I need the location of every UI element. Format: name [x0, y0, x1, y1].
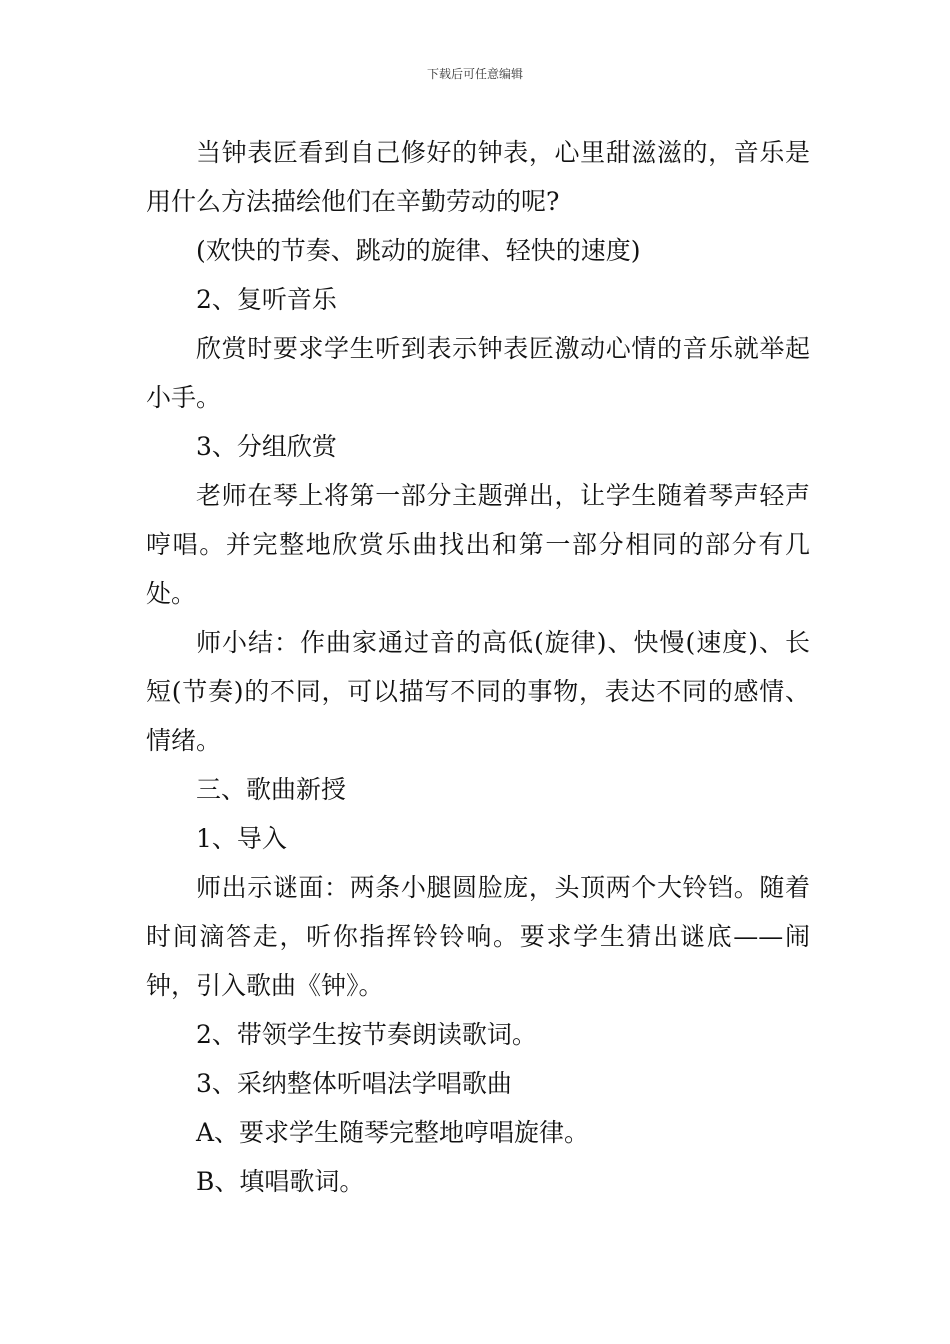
section-heading: 3、分组欣赏 [196, 432, 337, 461]
document-body [146, 128, 810, 1206]
paragraph: 老师在琴上将第一部分主题弹出，让学生随着琴声轻声哼唱。并完整地欣赏乐曲找出和第一部分相同的部分有几处。 [146, 481, 810, 608]
section-heading: 1、导入 [196, 824, 287, 853]
paragraph: 师出示谜面：两条小腿圆脸庞，头顶两个大铃铛。随着时间滴答走，听你指挥铃铃响。要求学生猜出谜底——闹钟，引入歌曲《钟》。 [146, 873, 810, 1000]
paragraph: (欢快的节奏、跳动的旋律、轻快的速度) [196, 236, 641, 265]
section-heading: 3、采纳整体听唱法学唱歌曲 [196, 1069, 512, 1098]
paragraph: 师小结：作曲家通过音的高低(旋律)、快慢(速度)、长短(节奏)的不同，可以描写不同的事物，表达不同的感情、情绪。 [146, 628, 810, 755]
section-heading: 三、歌曲新授 [196, 775, 347, 804]
list-item: A、要求学生随琴完整地哼唱旋律。 [196, 1118, 590, 1147]
paragraph: 当钟表匠看到自己修好的钟表，心里甜滋滋的，音乐是用什么方法描绘他们在辛勤劳动的呢? [146, 138, 810, 216]
list-item: B、填唱歌词。 [196, 1167, 365, 1196]
section-heading: 2、带领学生按节奏朗读歌词。 [196, 1020, 537, 1049]
section-heading: 2、复听音乐 [196, 285, 337, 314]
page-header: 下载后可任意编辑 [426, 67, 523, 81]
paragraph: 欣赏时要求学生听到表示钟表匠激动心情的音乐就举起小手。 [146, 334, 810, 412]
